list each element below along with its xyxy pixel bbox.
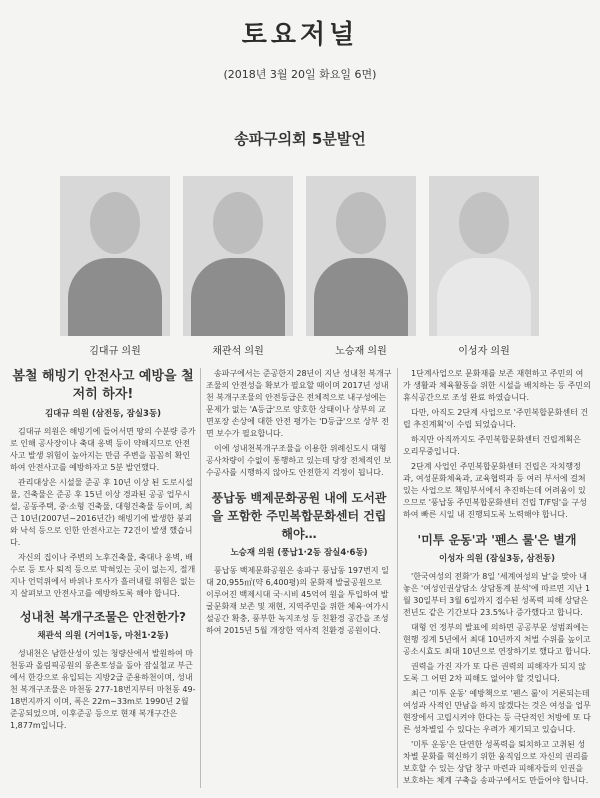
- article-1-paragraph: 관리대상은 시설물 준공 후 10년 이상 된 도로시설물, 건축물은 준공 후 15년 이상 경과된 공공 업무시설, 공동주택, 중·소형 건축물, 대형건축물 등이며, 최근 10년(2007년~2016년간) 해빙기에 발생한 붕괴와 낙석 등으로 인한 안전사고는 72건이 발생 했습니다.: [10, 478, 193, 547]
- article-3-continued-paragraph: 다만, 아직도 2단계 사업으로 '주민복합문화센터 건립 추진계획'이 수립 되었습니다.: [403, 408, 589, 429]
- article-2-title: 성내천 복개구조물은 안전한가?: [19, 610, 186, 624]
- dateline: (2018년 3월 20일 화요일 6면): [223, 68, 377, 81]
- article-3-title: 풍납동 백제문화공원 내에 도서관을 포함한 주민복합문화센터 건립해야…: [211, 491, 387, 541]
- article-5-paragraph: 최근 '미투 운동' 예방책으로 '펜스 룰'이 거론되는데 여성과 사적인 만남을 하지 않겠다는 것은 여성을 업무 현장에서 고립시켜야 한다는 등 극단적인 처방에 또 다른 성차별일 수 있다는 우려가 제기되고 있습니다.: [403, 689, 591, 734]
- article-1-paragraph: 자신의 집이나 주변의 노후건축물, 축대나 옹벽, 배수로 등 토사 퇴적 등으로 막혀있는 곳이 없는지, 절개지나 언덕위에서 바위나 토사가 흘러내릴 위험은 없는지 살펴보고 안전사고를 예방하도록 해야 합니다.: [10, 553, 196, 598]
- portrait-caption: 이성자 의원: [458, 346, 510, 357]
- portrait-photo-4: [429, 176, 539, 336]
- portrait-caption: 김대규 의원: [89, 346, 141, 357]
- column-left: [10, 368, 196, 788]
- portrait-caption: 노승재 의원: [335, 346, 387, 357]
- article-5-paragraph: '한국여성의 전화'가 8일 '세계여성의 날'을 맞아 내놓은 '여성인권상담소 상담통계 분석'에 따르면 지난 1월 30일부터 3월 6일까지 접수된 성폭력 피해 상담은 전년도 같은 기간보다 23.5%나 증가했다고 합니다.: [403, 572, 591, 617]
- newspaper-masthead: 토요저널: [241, 20, 359, 50]
- portrait-photo-1: [60, 176, 170, 336]
- article-2-paragraph: 이에 성내천복개구조물을 이용한 위례신도시 대형 공사차량이 수없이 통행하고 있는데 당장 전체적인 보수공사를 시행하지 않아도 안전한지 걱정이 됩니다.: [206, 444, 392, 477]
- article-5-paragraph: '미투 운동'은 단연한 성폭력을 퇴치하고 고취된 성차별 문화를 혁신하기 위한 움직임으로 자신의 권리를 보호할 수 있는 상담 창구 마련과 피해자들의 인권을 보호하는 체계 구축을 송파구에서도 만들어야 합니다.: [403, 740, 589, 785]
- article-3-continued-paragraph: 1단계사업으로 문화재를 보존 재현하고 주민의 여가 생활과 체육활동을 위한 시설을 배치하는 등 주민의 휴식공간으로 조성 완료 하였습니다.: [403, 369, 591, 402]
- portrait-photo-3: [306, 176, 416, 336]
- article-3-continued-paragraph: 하지만 아직까지도 주민복합문화센터 건립계획은 오리무중입니다.: [403, 435, 581, 456]
- article-3-paragraph: 풍납동 백제문화공원은 송파구 풍납동 197번지 일대 20,955㎡(약 6,400평)의 문화재 발굴공원으로 이루어진 백제시대 국·시비 45억여 원을 투입하여 발굴문화재 보존 및 재현, 지역주민을 위한 체육·여가시설공간 확충, 풍부한 녹지조성 등 친환경 공간을 조성하여 2015년 5월 개장한 역사적 친환경 공원이다.: [206, 566, 389, 635]
- column-right: [403, 368, 591, 788]
- portrait-photos: [60, 176, 540, 336]
- article-5-title: '미투 운동'과 '펜스 룰'은 별개: [417, 533, 577, 547]
- column-title: 송파구의회 5분발언: [234, 130, 366, 148]
- portrait-captions: [60, 342, 540, 358]
- column-middle: [206, 368, 392, 788]
- article-5-paragraph: 대형 언 정부의 발표에 의하면 공공부문 성범죄에는 현행 징계 5년에서 최대 10년까지 처벌 수위를 높이고 공소시효도 최대 10년으로 연장하기로 했다고 합니다.: [403, 623, 591, 656]
- portrait-caption: 채관석 의원: [212, 346, 264, 357]
- article-2-paragraph: 송파구에서는 준공한지 28년이 지난 성내천 복개구조물의 안전성을 확보가 필요할 때이며 2017년 성내천 복개구조물의 안전등급은 전체적으로 내구성에는 문제가 없는 'A등급'으로 양호한 상태이나 상부의 교면포장 손상에 대한 안전 평가는 'D등급'으로 상부 전면 보수가 필요합니다.: [206, 369, 392, 438]
- article-3-byline: 노승재 의원 (풍납1·2동 잠실4·6동): [230, 548, 368, 558]
- article-2-paragraph: 성내천은 남한산성이 있는 청량산에서 발원하여 마천동과 올림픽공원의 몽촌토성을 돌아 잠실철교 부근에서 한강으로 유입되는 지방2급 준용하천이며, 성내천 복개구조물은 마천동 277-18번지부터 마천동 49-18번지까지 이며, 폭은 22m~33m로 1990년 2월 준공되었으며, 이후준공 등으로 현재 복개구간은 1,877m입니다.: [10, 649, 196, 730]
- article-1-byline: 김대규 의원 (삼전동, 잠실3동): [44, 409, 162, 419]
- article-1-title: 봄철 해빙기 안전사고 예방을 철저히 하자!: [12, 369, 194, 402]
- article-5-paragraph: 권력을 가진 자가 또 다른 권력의 피해자가 되지 않도록 그 어떤 2차 피해도 없어야 할 것입니다.: [403, 662, 586, 683]
- portrait-photo-2: [183, 176, 293, 336]
- article-3-continued-paragraph: 2단계 사업인 주민복합문화센터 건립은 자치행정과, 여성문화체육과, 교육협력과 등 여러 부서에 걸쳐있는 사업으로 책임부서에서 추진하는데 어려움이 있으므로 '풍납동 주민복합문화센터 건립 T/F팀'을 구성하여 빠른 시일 내 진행되도록 노력해야 합니다.: [403, 462, 587, 519]
- article-5-byline: 이성자 의원 (잠실3동, 삼전동): [438, 554, 556, 564]
- article-2-byline: 채관석 의원 (거여1동, 마천1·2동): [37, 631, 169, 641]
- article-1-paragraph: 김대규 의원은 해빙기에 들어서면 땅의 수분량 증가로 인해 공사장이나 축대 옹벽 등이 약해지므로 안전사고 발생 위험이 높아지는 만큼 주변을 꼼꼼히 확인하여 안전사고를 예방하자고 5분 발언했다.: [10, 427, 196, 472]
